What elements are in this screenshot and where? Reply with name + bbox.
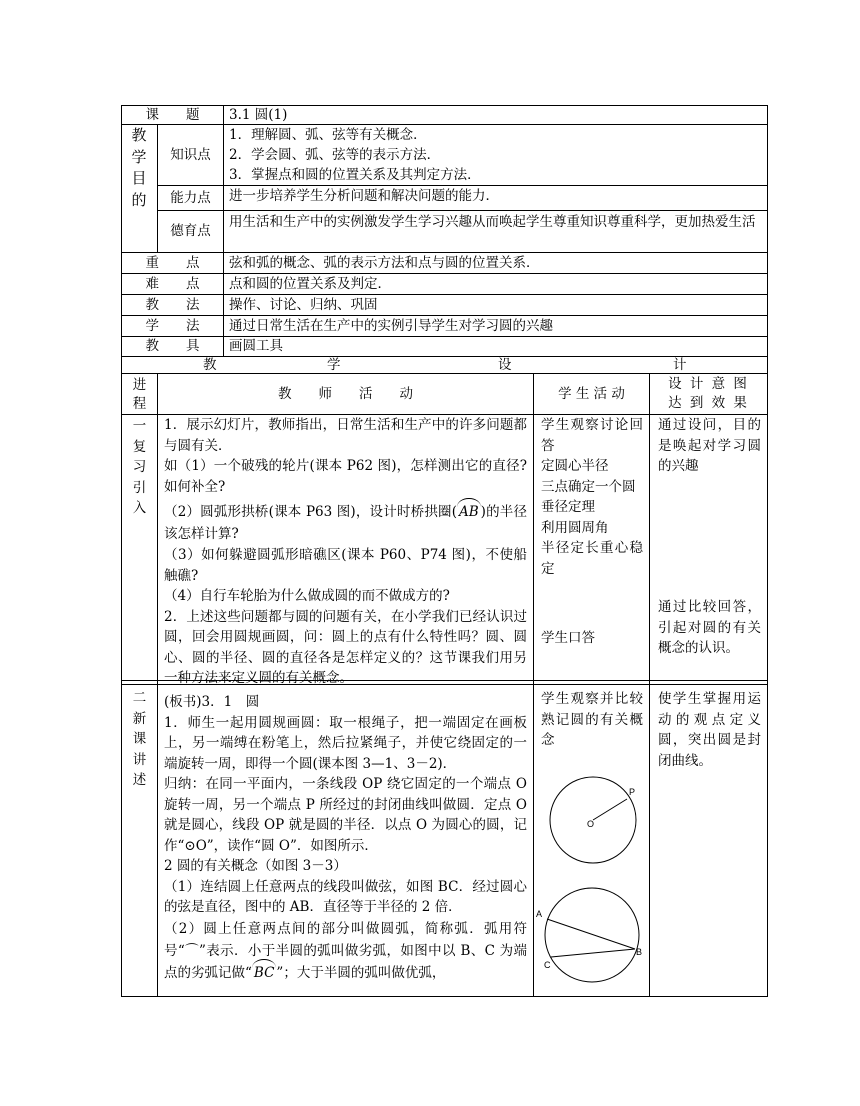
rule bbox=[157, 373, 158, 996]
section2-teacher-p4: 2 圆的有关概念（如图 3－3） bbox=[164, 858, 347, 874]
col-teacher: 教 师 活 动 bbox=[278, 386, 413, 402]
knowledge-item-3: 3．掌握点和圆的位置关系及其判定方法． bbox=[229, 167, 481, 183]
col-process bbox=[122, 376, 157, 414]
rule bbox=[121, 996, 768, 997]
section1-student-5: 利用圆周角 bbox=[541, 519, 609, 536]
section1-intent-2: 通过比较回答，引起对圆的有关概念的认识。 bbox=[658, 599, 761, 656]
tools-label: 教 具 bbox=[145, 338, 200, 354]
section2-teacher bbox=[164, 692, 527, 992]
point-a-label: A bbox=[536, 909, 543, 919]
section1-student bbox=[541, 415, 643, 595]
tools-value: 画圆工具 bbox=[229, 338, 283, 354]
key-label: 重 点 bbox=[145, 255, 200, 271]
section2-teacher-p1: (板书)3．1 圆 bbox=[164, 694, 260, 710]
rule bbox=[649, 373, 650, 996]
knowledge-item-2: 2．学会圆、弧、弦等的表示方法． bbox=[229, 147, 441, 163]
knowledge-label: 知识点 bbox=[170, 147, 211, 163]
difficulty-label: 难 点 bbox=[145, 276, 200, 292]
col-intent bbox=[650, 375, 767, 415]
table-border-right bbox=[767, 105, 768, 997]
section2-process bbox=[122, 688, 157, 798]
topic-label: 课 题 bbox=[145, 107, 200, 123]
learn-value: 通过日常生活在生产中的实例引导学生对学习圆的兴趣 bbox=[229, 318, 553, 334]
section1-teacher-p4: （3）如何躲避圆弧形暗礁区(课本 P60、P74 图)，不使船触礁? bbox=[164, 547, 527, 584]
point-o-label: O bbox=[587, 819, 595, 829]
section1-process-text: 一复习引入 bbox=[132, 418, 147, 516]
section1-teacher-p3 bbox=[164, 501, 527, 545]
table-border-left bbox=[121, 105, 122, 997]
key-value: 弦和弧的概念、弧的表示方法和点与圆的位置关系． bbox=[229, 255, 540, 271]
section1-teacher bbox=[164, 415, 527, 686]
circle-radius-figure bbox=[544, 770, 644, 870]
section1-student-answer: 学生口答 bbox=[541, 630, 595, 646]
section2-student: 学生观察并比较熟记圆的有关概念 bbox=[541, 691, 643, 748]
topic-value: 3.1 圆(1) bbox=[229, 107, 288, 123]
section2-teacher-p6 bbox=[164, 918, 527, 984]
difficulty-value: 点和圆的位置关系及判定． bbox=[229, 276, 391, 292]
point-b-label: B bbox=[636, 947, 643, 957]
radius-op bbox=[593, 799, 627, 820]
chord-bc bbox=[551, 949, 635, 957]
ability-value: 进一步培养学生分析问题和解决问题的能力． bbox=[229, 188, 499, 204]
section1-teacher-p1: 1．展示幻灯片，教师指出，日常生活和生产中的许多问题都与圆有关． bbox=[164, 417, 527, 454]
knowledge-item-1: 1．理解圆、弧、弦等有关概念． bbox=[229, 127, 427, 143]
section1-intent-1: 通过设问，目的是唤起对学习圆的兴趣 bbox=[658, 417, 761, 474]
circle-chords-figure bbox=[533, 884, 645, 986]
col-intent-text: 设 计 意 图 达 到 效 果 bbox=[668, 376, 749, 411]
arc-ab-notation: AB bbox=[457, 501, 481, 523]
objectives-label bbox=[128, 125, 150, 252]
method-label: 教 法 bbox=[145, 297, 200, 313]
objectives-label-text: 教学目的 bbox=[131, 126, 147, 209]
section1-process bbox=[122, 416, 157, 526]
section1-teacher-p3a: （2）圆弧形拱桥(课本 P63 图)，设计时桥拱圈( bbox=[164, 504, 457, 520]
rule bbox=[223, 105, 224, 357]
moral-label: 德育点 bbox=[170, 223, 211, 239]
learn-label: 学 法 bbox=[145, 318, 200, 334]
section1-teacher-p3b: )的半径该怎样计算? bbox=[164, 504, 527, 542]
circle-2-outline bbox=[545, 888, 639, 982]
section2-teacher-p3: 归纳：在同一平面内，一条线段 OP 绕它固定的一个端点 O 旋转一周，另一个端点 P 所经过的封闭曲线叫做圆．定点 O 就是圆心，线段 OP 就是圆的半径．以点 O 为圆心的圆，记作“⊙O”，读作“圆 O”．如图所示． bbox=[164, 776, 527, 854]
point-c-label: C bbox=[544, 960, 551, 970]
design-title bbox=[122, 357, 767, 373]
section1-student-6: 半径定长重心稳定 bbox=[541, 540, 643, 577]
section1-teacher-p2: 如（1）一个破残的轮片(课本 P62 图)，怎样测出它的直径?如何补全? bbox=[164, 458, 527, 495]
section2-teacher-p6b: ”；大于半圆的弧叫做优弧， bbox=[276, 964, 446, 981]
col-student: 学 生 活 动 bbox=[558, 386, 625, 402]
moral-value: 用生活和生产中的实例激发学生学习兴趣从而唤起学生尊重知识尊重科学，更加热爱生活 bbox=[229, 214, 756, 230]
section2-intent: 使学生掌握用运动的观点定义圆，突出圆是封闭曲线。 bbox=[658, 691, 761, 769]
section2-teacher-p5: （1）连结圆上任意两点的线段叫做弦，如图 BC．经过圆心的弦是直径，图中的 AB．直径等于半径的 2 倍． bbox=[164, 878, 527, 915]
design-title-char-4: 计 bbox=[673, 357, 687, 373]
section1-student-4: 垂径定理 bbox=[541, 499, 595, 515]
section1-student-1: 学生观察讨论回答 bbox=[541, 417, 643, 454]
diameter-ab bbox=[547, 919, 635, 949]
section1-teacher-p6: 2．上述这些问题都与圆的问题有关，在小学我们已经认识过圆，回会用圆规画圆，问：圆上的点有什么特性吗？圆、圆心、圆的半径、圆的直径各是怎样定义的？这节课我们用另一种方法来定义圆的有关概念。 bbox=[164, 608, 527, 686]
section2-teacher-p2: 1．师生一起用圆规画圆：取一根绳子，把一端固定在画板上，另一端缚在粉笔上，然后拉紧绳子，并使它绕固定的一端旋转一周，即得一个圆(课本图 3—1、3－2)． bbox=[164, 714, 527, 772]
section2-teacher-p6a: （2）圆上任意两点间的部分叫做圆弧，简称弧．弧用符号“⌒”表示．小于半圆的弧叫做劣弧，如图中以 B、C 为端点的劣弧记做“ bbox=[164, 920, 527, 981]
method-value: 操作、讨论、归纳、巩固 bbox=[229, 297, 378, 313]
rule bbox=[157, 210, 768, 211]
point-p-label: P bbox=[629, 787, 636, 797]
section1-teacher-p5: （4）自行车轮胎为什么做成圆的而不做成方的? bbox=[164, 588, 450, 604]
section1-student-3: 三点确定一个圆 bbox=[541, 478, 636, 495]
design-title-char-1: 教 bbox=[203, 357, 217, 373]
knowledge-items bbox=[229, 125, 764, 185]
col-process-text: 进程 bbox=[132, 377, 147, 412]
section2-process-text: 二新课讲述 bbox=[132, 690, 147, 788]
section1-student-2: 定圆心半径 bbox=[541, 458, 609, 474]
ability-label: 能力点 bbox=[170, 190, 211, 206]
design-title-char-2: 学 bbox=[327, 357, 341, 373]
arc-bc-notation: BC bbox=[252, 962, 277, 984]
design-title-char-3: 设 bbox=[498, 357, 512, 373]
